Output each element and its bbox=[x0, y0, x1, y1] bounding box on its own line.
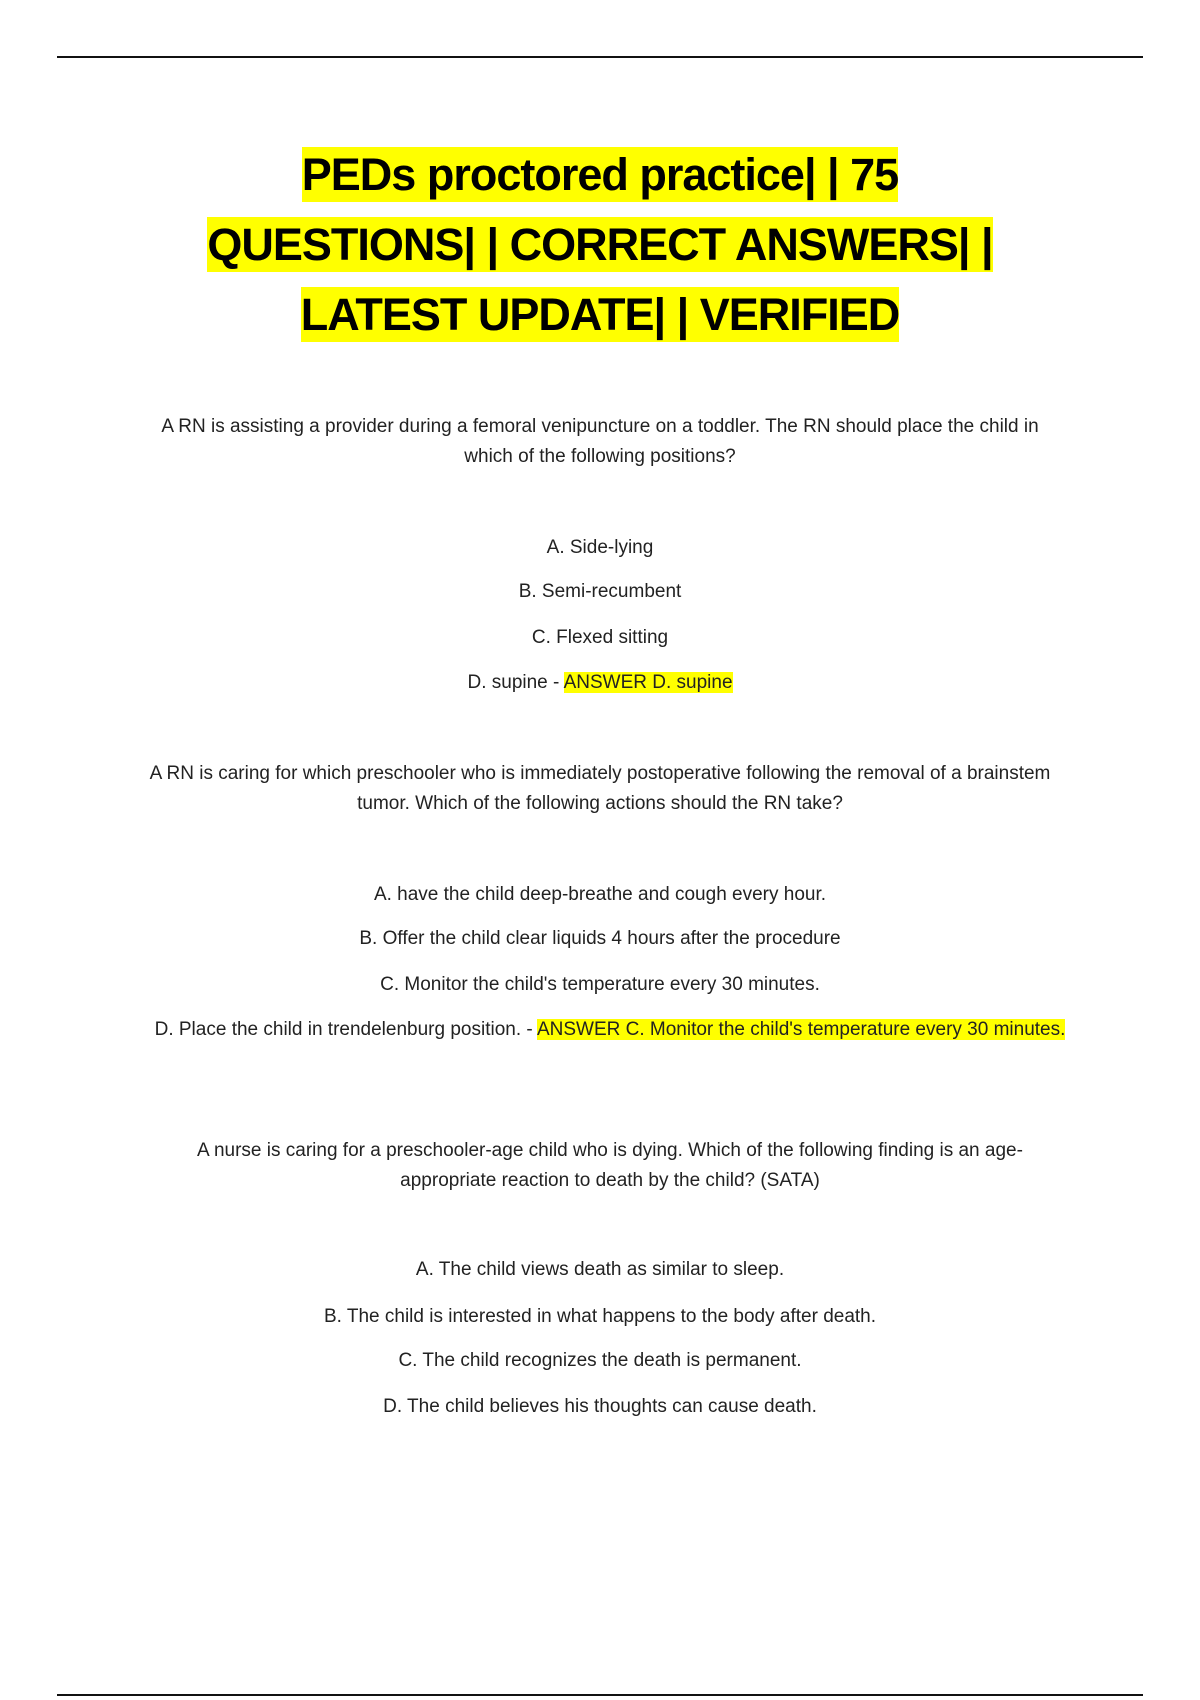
title-line-3: LATEST UPDATE| | VERIFIED bbox=[300, 289, 900, 340]
question-1-option-a: A. Side-lying bbox=[546, 537, 654, 558]
question-1-answer: ANSWER D. supine bbox=[563, 672, 733, 693]
title-line-1: PEDs proctored practice| | 75 bbox=[301, 149, 899, 200]
question-2-option-c: C. Monitor the child's temperature every 30 minutes. bbox=[380, 974, 820, 995]
question-2-option-a: A. have the child deep-breathe and cough every hour. bbox=[373, 884, 827, 905]
question-1-option-d bbox=[140, 668, 1060, 698]
question-2-option-d-text: D. Place the child in trendelenburg position. - bbox=[154, 1019, 537, 1040]
question-3-option-b: B. The child is interested in what happens to the body after death. bbox=[323, 1306, 877, 1327]
question-2-answer: ANSWER C. Monitor the child's temperature every 30 minutes. bbox=[536, 1019, 1066, 1040]
question-3-text: A nurse is caring for a preschooler-age child who is dying. Which of the following finding is an age-appropriate reaction to death by the child? (SATA) bbox=[197, 1140, 1023, 1191]
question-2-text: A RN is caring for which preschooler who is immediately postoperative following the removal of a brainstem tumor. Which of the following actions should the RN take? bbox=[149, 763, 1051, 814]
question-3-option-a: A. The child views death as similar to sleep. bbox=[415, 1259, 785, 1280]
bottom-rule bbox=[57, 1694, 1143, 1696]
question-1-option-d-text: D. supine - bbox=[467, 672, 564, 693]
top-rule bbox=[57, 56, 1143, 58]
question-3-option-c: C. The child recognizes the death is permanent. bbox=[398, 1350, 802, 1371]
question-2-option-d bbox=[150, 1015, 1070, 1045]
question-1-option-c: C. Flexed sitting bbox=[531, 627, 669, 648]
question-3-option-d: D. The child believes his thoughts can cause death. bbox=[383, 1396, 817, 1417]
title-line-2: QUESTIONS| | CORRECT ANSWERS| | bbox=[207, 219, 993, 270]
question-1-text: A RN is assisting a provider during a femoral venipuncture on a toddler. The RN should place the child in which of the following positions? bbox=[161, 416, 1039, 467]
question-2-option-b: B. Offer the child clear liquids 4 hours after the procedure bbox=[359, 928, 841, 949]
question-1-option-b: B. Semi-recumbent bbox=[518, 581, 682, 602]
document-title bbox=[150, 140, 1050, 350]
